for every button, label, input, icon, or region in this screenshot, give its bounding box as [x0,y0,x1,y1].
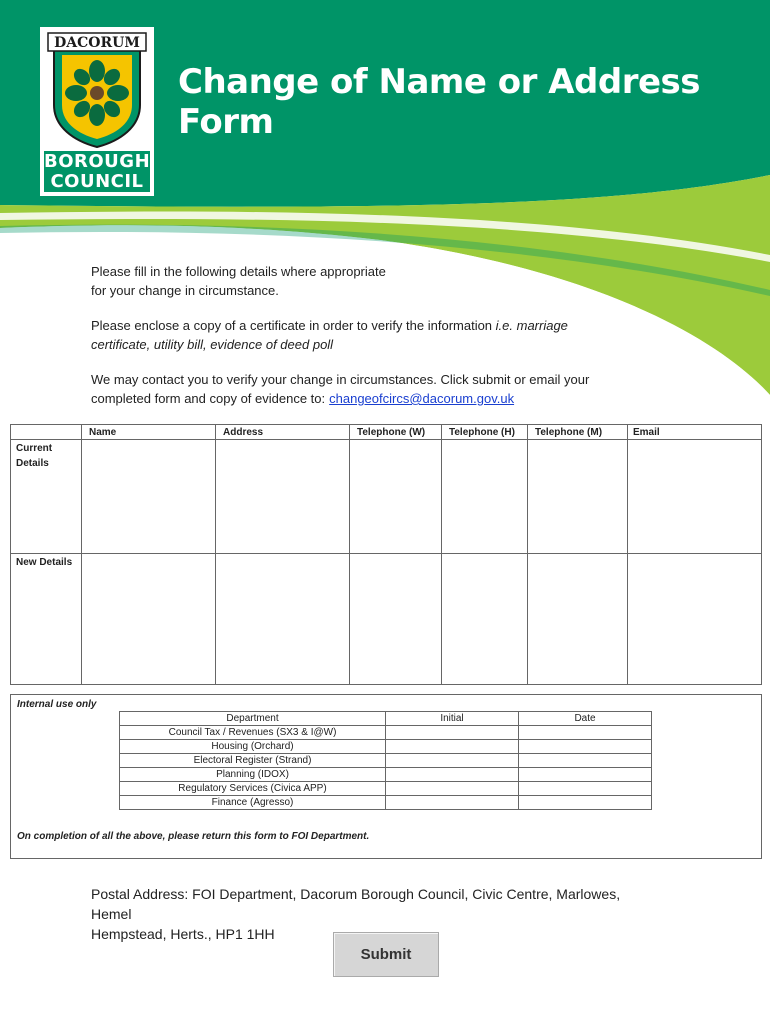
column-header-address: Address [223,427,264,438]
initial-cell[interactable] [386,726,519,740]
logo-wordmark [44,151,150,192]
table-row [120,754,652,768]
date-cell[interactable] [519,796,652,810]
intro-p2-italic-a: i.e. marriage [495,318,568,333]
postal-line1: Postal Address: FOI Department, Dacorum Borough Council, Civic Centre, Marlowes, Hemel [91,886,621,922]
internal-use-label: Internal use only [17,699,97,710]
initial-cell[interactable] [386,796,519,810]
table-row [120,768,652,782]
intro-p2-italic-b: certificate, utility bill, evidence of deed poll [91,337,334,352]
current-name-field[interactable] [82,440,215,553]
postal-line2: Hempstead, Herts., HP1 1HH [91,926,275,942]
department-cell: Electoral Register (Strand) [120,754,386,768]
header-department: Department [120,712,386,726]
current-telephone-h-field[interactable] [442,440,527,553]
date-cell[interactable] [519,726,652,740]
column-header-telephone-h: Telephone (H) [449,427,515,438]
new-telephone-h-field[interactable] [442,554,527,684]
current-email-field[interactable] [628,440,761,553]
intro-p3-line1: We may contact you to verify your change in circumstances. Click submit or email your [91,372,590,387]
department-cell: Housing (Orchard) [120,740,386,754]
internal-use-section [10,694,762,859]
column-header-email: Email [633,427,660,438]
new-name-field[interactable] [82,554,215,684]
row-label-current-details [16,441,52,471]
new-telephone-m-field[interactable] [528,554,627,684]
date-cell[interactable] [519,740,652,754]
new-email-field[interactable] [628,554,761,684]
table-row [120,796,652,810]
intro-p2-text: Please enclose a copy of a certificate in order to verify the information [91,318,496,333]
table-row [120,782,652,796]
row-label-new-details: New Details [16,557,73,568]
dacorum-crest-icon [40,27,154,151]
table-row [120,712,652,726]
current-address-field[interactable] [216,440,349,553]
details-table [10,424,762,685]
internal-use-table [119,711,652,810]
row-label-current: Current [16,443,53,454]
new-address-field[interactable] [216,554,349,684]
submit-button[interactable]: Submit [333,932,439,977]
column-header-name: Name [89,427,117,438]
internal-completion-note: On completion of all the above, please return this form to FOI Department. [17,831,370,842]
column-header-telephone-w: Telephone (W) [357,427,426,438]
logo-top-text: DACORUM [54,35,140,51]
page-title: Change of Name or Address Form [178,62,701,142]
table-row [120,740,652,754]
date-cell[interactable] [519,754,652,768]
intro-paragraph-3 [91,370,589,408]
department-cell: Finance (Agresso) [120,796,386,810]
logo-line1: BOROUGH [44,151,151,172]
department-cell: Council Tax / Revenues (SX3 & I@W) [120,726,386,740]
date-cell[interactable] [519,768,652,782]
current-telephone-w-field[interactable] [350,440,441,553]
email-link[interactable]: changeofcircs@dacorum.gov.uk [329,391,515,406]
column-header-telephone-m: Telephone (M) [535,427,603,438]
initial-cell[interactable] [386,782,519,796]
department-cell: Regulatory Services (Civica APP) [120,782,386,796]
date-cell[interactable] [519,782,652,796]
logo-line2: COUNCIL [50,171,144,192]
intro-p1-line1: Please fill in the following details where appropriate [91,264,386,279]
header-initial: Initial [386,712,519,726]
new-telephone-w-field[interactable] [350,554,441,684]
intro-paragraph-1 [91,262,386,300]
intro-paragraph-2 [91,316,568,354]
initial-cell[interactable] [386,740,519,754]
intro-p1-line2: for your change in circumstance. [91,283,279,298]
table-row [120,726,652,740]
initial-cell[interactable] [386,768,519,782]
current-telephone-m-field[interactable] [528,440,627,553]
intro-p3-line2: completed form and copy of evidence to: [91,391,326,406]
header-date: Date [519,712,652,726]
department-cell: Planning (IDOX) [120,768,386,782]
initial-cell[interactable] [386,754,519,768]
council-logo [40,27,154,196]
row-label-details: Details [16,458,49,469]
